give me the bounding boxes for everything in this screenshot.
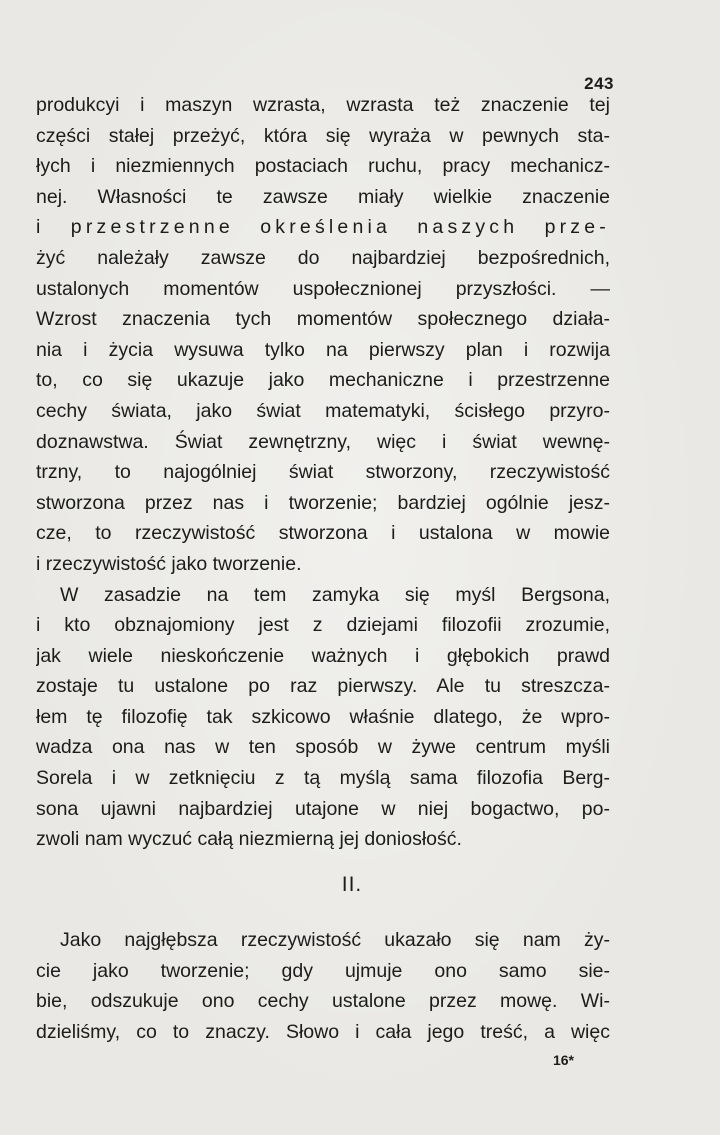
text-line: łem tę filozofię tak szkicowo właśnie dlatego, że wpro- bbox=[36, 705, 610, 728]
printer-signature: 16* bbox=[552, 1052, 574, 1068]
text-line: Jako najgłębsza rzeczywistość ukazało się nam ży- bbox=[60, 929, 610, 951]
text-line: i rzeczywistość jako tworzenie. bbox=[36, 552, 302, 575]
section-heading-label: II. bbox=[341, 873, 363, 896]
text-line: i kto obznajomiony jest z dziejami filozofii zrozumie, bbox=[36, 614, 610, 637]
page-number: 243 bbox=[584, 74, 614, 93]
text-line: dzieliśmy, co to znaczy. Słowo i cała jego treść, a więc bbox=[36, 1020, 610, 1043]
body-text-bottom bbox=[36, 925, 610, 1047]
text-line: części stałej przeżyć, która się wyraża w pewnych sta- bbox=[36, 124, 610, 147]
text-line: W zasadzie na tem zamyka się myśl Bergsona, bbox=[60, 583, 610, 606]
text-line: cechy świata, jako świat matematyki, ścisłego przyro- bbox=[36, 399, 610, 422]
text-line: sona ujawni najbardziej utajone w niej bogactwo, po- bbox=[36, 797, 610, 820]
text-line: jak wiele nieskończenie ważnych i głębokich prawd bbox=[36, 644, 610, 667]
text-line: ustalonych momentów uspołecznionej przyszłości. — bbox=[36, 277, 610, 300]
text-line-emphasized: i przestrzenne określenia naszych prze- bbox=[36, 216, 610, 239]
text-line: wadza ona nas w ten sposób w żywe centrum myśli bbox=[36, 736, 610, 759]
body-text-top bbox=[36, 90, 610, 855]
section-heading bbox=[0, 873, 720, 897]
text-line: Sorela i w zetknięciu z tą myślą sama filozofia Berg- bbox=[36, 767, 610, 790]
text-line: to, co się ukazuje jako mechaniczne i przestrzenne bbox=[36, 369, 610, 392]
text-line: nej. Własności te zawsze miały wielkie znaczenie bbox=[36, 185, 610, 208]
text-line: łych i niezmiennych postaciach ruchu, pracy mechanicz- bbox=[36, 155, 610, 178]
text-line: cze, to rzeczywistość stworzona i ustalona w mowie bbox=[36, 522, 610, 545]
text-line: trzny, to najogólniej świat stworzony, rzeczywistość bbox=[36, 461, 610, 484]
text-line: zostaje tu ustalone po raz pierwszy. Ale tu streszcza- bbox=[36, 675, 610, 698]
text-line: bie, odszukuje ono cechy ustalone przez mowę. Wi- bbox=[36, 990, 610, 1013]
text-line: żyć należały zawsze do najbardziej bezpośrednich, bbox=[36, 246, 610, 269]
text-line: doznawstwa. Świat zewnętrzny, więc i świat wewnę- bbox=[36, 430, 610, 453]
text-line: Wzrost znaczenia tych momentów społecznego działa- bbox=[36, 308, 610, 331]
text-line: produkcyi i maszyn wzrasta, wzrasta też znaczenie tej bbox=[36, 94, 610, 116]
text-line: nia i życia wysuwa tylko na pierwszy plan i rozwija bbox=[36, 338, 610, 361]
text-line: cie jako tworzenie; gdy ujmuje ono samo sie- bbox=[36, 959, 610, 982]
text-line: stworzona przez nas i tworzenie; bardziej ogólnie jesz- bbox=[36, 491, 610, 514]
text-line: zwoli nam wyczuć całą niezmierną jej doniosłość. bbox=[36, 828, 462, 851]
